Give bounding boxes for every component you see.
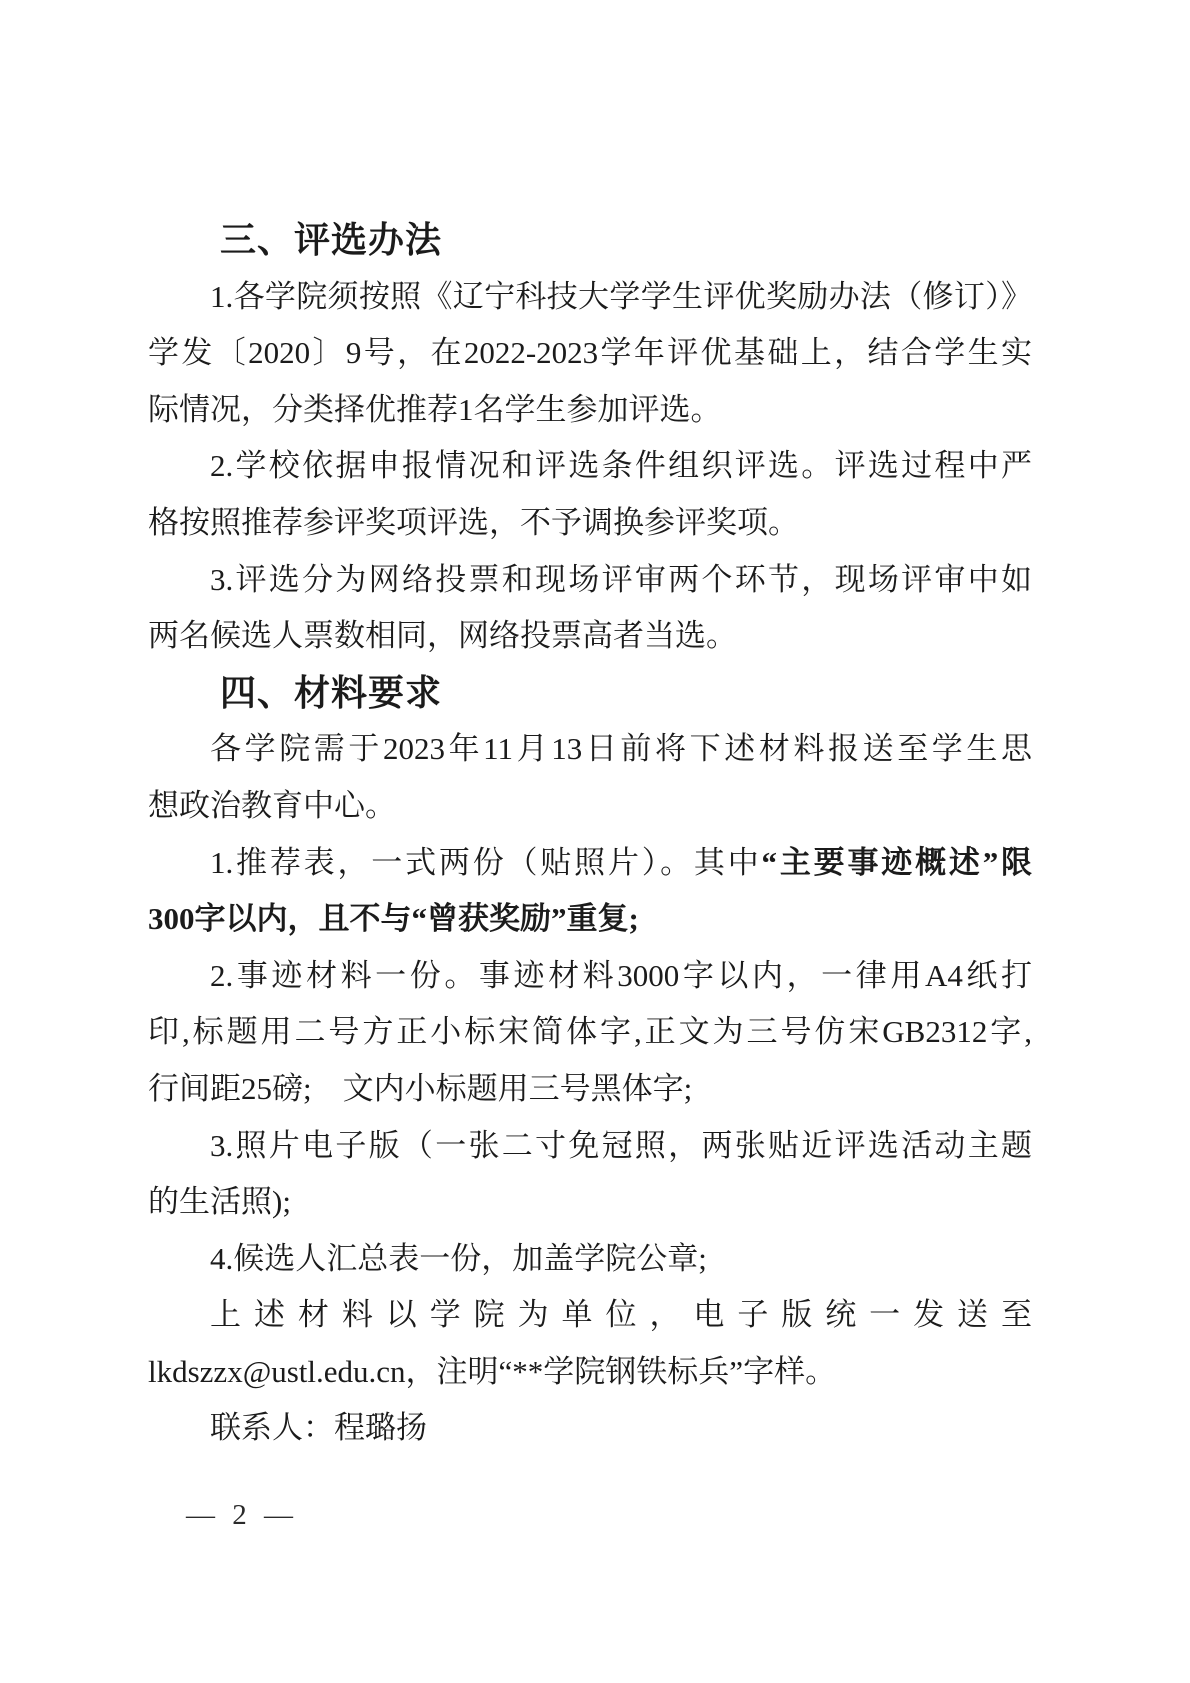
doc-line-text: 300字以内，且不与“曾获奖励”重复; bbox=[148, 901, 639, 937]
doc-line bbox=[148, 778, 1032, 835]
doc-line-text: 学发〔2020〕9号，在2022-2023学年评优基础上，结合学生实 bbox=[148, 335, 1032, 371]
doc-line-text: 1.各学院须按照《辽宁科技大学学生评优奖励办法（修订）》 bbox=[210, 278, 1032, 314]
doc-line bbox=[148, 552, 1032, 609]
doc-line-text: 联系人：程璐扬 bbox=[210, 1410, 427, 1446]
doc-line bbox=[148, 325, 1032, 382]
doc-line-text: 3.照片电子版（一张二寸免冠照，两张贴近评选活动主题 bbox=[210, 1127, 1032, 1163]
doc-line bbox=[148, 721, 1032, 778]
doc-line bbox=[148, 1118, 1032, 1175]
heading-text: 四、材料要求 bbox=[220, 671, 443, 713]
doc-line bbox=[148, 835, 1032, 892]
doc-line bbox=[148, 608, 1032, 665]
doc-line bbox=[148, 382, 1032, 439]
doc-line-text: 2.学校依据申报情况和评选条件组织评选。评选过程中严 bbox=[210, 448, 1032, 484]
doc-line bbox=[148, 438, 1032, 495]
document-body bbox=[148, 212, 1032, 1457]
section-heading-material-requirements bbox=[148, 665, 1032, 722]
section-heading-evaluation-method bbox=[148, 212, 1032, 269]
doc-line-emphasis bbox=[148, 891, 1032, 948]
page-number: — 2 — bbox=[186, 1499, 293, 1531]
doc-line-email bbox=[148, 1344, 1032, 1401]
doc-line bbox=[148, 1061, 1032, 1118]
doc-line bbox=[148, 1231, 1032, 1288]
doc-line-text: 行间距25磅; 文内小标题用三号黑体字; bbox=[148, 1070, 693, 1106]
doc-line bbox=[148, 269, 1032, 326]
doc-line-emphasis: “主要事迹概述”限 bbox=[761, 844, 1033, 880]
doc-line-text: 3.评选分为网络投票和现场评审两个环节，现场评审中如 bbox=[210, 561, 1032, 597]
doc-line-text: 际情况，分类择优推荐1名学生参加评选。 bbox=[148, 391, 722, 427]
doc-line-text: 两名候选人票数相同，网络投票高者当选。 bbox=[148, 618, 737, 654]
doc-line-text: 上述材料以学院为单位，电子版统一发送至 bbox=[210, 1297, 1032, 1333]
doc-line-text: 印,标题用二号方正小标宋简体字,正文为三号仿宋GB2312字, bbox=[148, 1014, 1032, 1050]
doc-line-contact bbox=[148, 1400, 1032, 1457]
doc-line bbox=[148, 1174, 1032, 1231]
doc-line bbox=[148, 948, 1032, 1005]
doc-line-text: 各学院需于2023年11月13日前将下述材料报送至学生思 bbox=[210, 731, 1032, 767]
doc-line-text: 想政治教育中心。 bbox=[148, 787, 396, 823]
heading-text: 三、评选办法 bbox=[220, 219, 443, 260]
doc-line-text: lkdszzx@ustl.edu.cn，注明“**学院钢铁标兵”字样。 bbox=[148, 1353, 837, 1389]
doc-line-text: 格按照推荐参评奖项评选，不予调换参评奖项。 bbox=[148, 504, 799, 540]
doc-line-text: 的生活照); bbox=[148, 1184, 291, 1220]
doc-line bbox=[148, 1287, 1032, 1344]
doc-line bbox=[148, 1004, 1032, 1061]
doc-line-text: 1.推荐表，一式两份（贴照片）。其中 bbox=[210, 844, 762, 880]
doc-line-text: 2.事迹材料一份。事迹材料3000字以内，一律用A4纸打 bbox=[210, 957, 1032, 993]
doc-line bbox=[148, 495, 1032, 552]
doc-line-text: 4.候选人汇总表一份，加盖学院公章; bbox=[210, 1240, 707, 1276]
